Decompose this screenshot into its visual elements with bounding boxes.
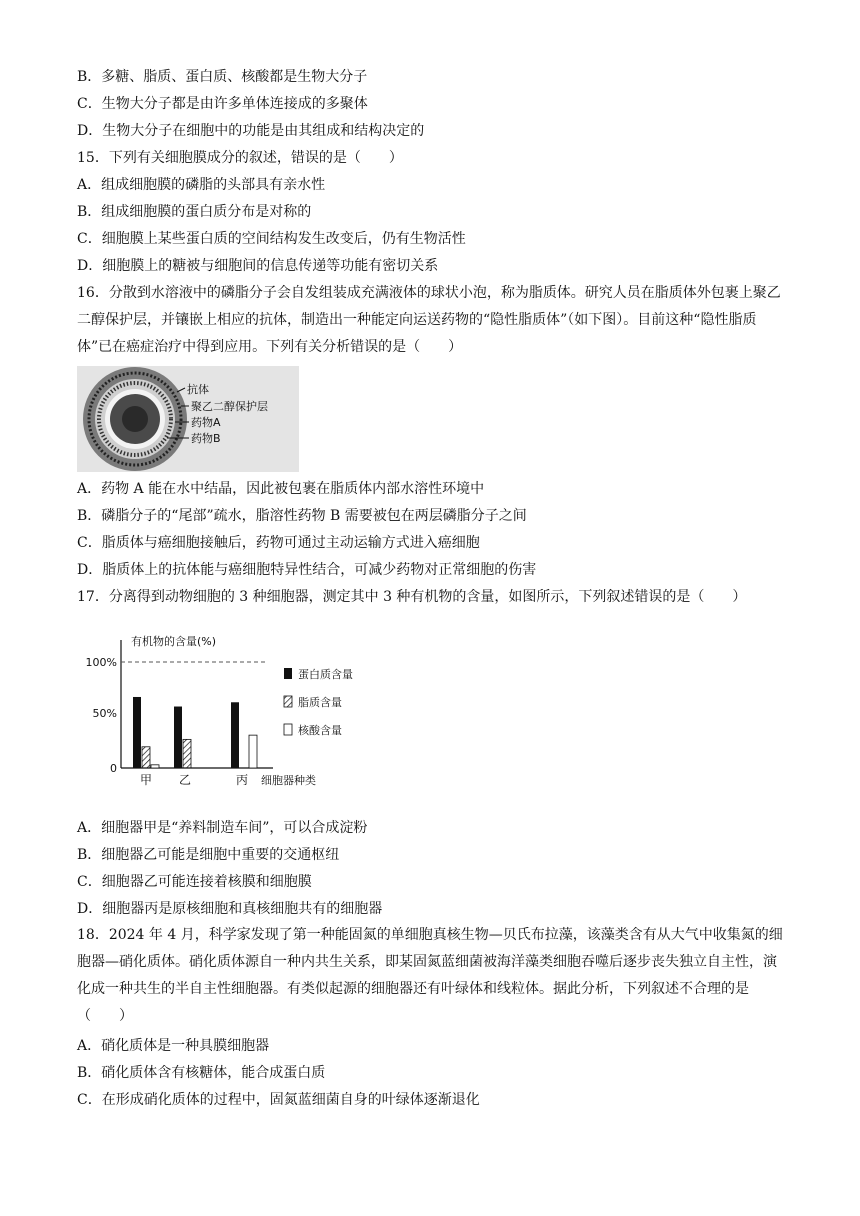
legend-label-lipid: 脂质含量 xyxy=(298,696,342,709)
q15-option-b: B．组成细胞膜的蛋白质分布是对称的 xyxy=(77,204,312,220)
bar-nucleic-acid-3 xyxy=(249,735,257,768)
q14-option-c: C．生物大分子都是由许多单体连接成的多聚体 xyxy=(77,96,368,112)
legend-swatch-nucleic-acid xyxy=(284,724,292,735)
bar-protein-3 xyxy=(231,702,239,768)
bar-lipid-2 xyxy=(183,739,191,768)
y-tick-100: 100% xyxy=(85,656,117,669)
organelle-bar-chart xyxy=(77,628,407,798)
organelle-chart xyxy=(77,628,407,798)
q15-stem: 15．下列有关细胞膜成分的叙述，错误的是（ ） xyxy=(77,150,403,166)
q16-stem: 16．分散到水溶液中的磷脂分子会自发组装成充满液体的球状小泡，称为脂质体。研究人员在脂质体外包裹上聚乙二醇保护层，并镶嵌上相应的抗体，制造出一种能定向运送药物的“隐性脂质体”（如下图）。目前这种“隐性脂质体”已在癌症治疗中得到应用。下列有关分析错误的是（ ） xyxy=(77,285,781,355)
q16-option-b: B．磷脂分子的“尾部”疏水，脂溶性药物 B 需要被包在两层磷脂分子之间 xyxy=(77,508,527,524)
x-axis-label: 细胞器种类 xyxy=(261,774,316,787)
x-category-jia: 甲 xyxy=(139,773,153,787)
q18-option-a: A．硝化质体是一种具膜细胞器 xyxy=(77,1038,270,1054)
q18-stem: 18．2024 年 4 月，科学家发现了第一种能固氮的单细胞真核生物—贝氏布拉藻，该藻类含有从大气中收集氮的细胞器—硝化质体。硝化质体源自一种内共生关系，即某固氮蓝细菌被海洋藻类细胞吞噬后逐步丧失独立自主性，演化成一种共生的半自主性细胞器。有类似起源的细胞器还有叶绿体和线粒体。据此分析，下列叙述不合理的是（ ） xyxy=(77,927,783,1024)
q16-option-a: A．药物 A 能在水中结晶，因此被包裹在脂质体内部水溶性环境中 xyxy=(77,481,485,497)
bar-protein-2 xyxy=(174,707,182,768)
q14-option-d: D．生物大分子在细胞中的功能是由其组成和结构决定的 xyxy=(77,123,425,139)
q15-option-a: A．组成细胞膜的磷脂的头部具有亲水性 xyxy=(77,177,326,193)
y-axis-label: 有机物的含量(%) xyxy=(131,635,217,648)
bar-protein-1 xyxy=(133,697,141,768)
q15-option-d: D．细胞膜上的糖被与细胞间的信息传递等功能有密切关系 xyxy=(77,258,439,274)
q18-option-b: B．硝化质体含有核糖体，能合成蛋白质 xyxy=(77,1065,326,1081)
q17-stem: 17．分离得到动物细胞的 3 种细胞器，测定其中 3 种有机物的含量，如图所示，下列叙述错误的是（ ） xyxy=(77,589,747,605)
q15-option-c: C．细胞膜上某些蛋白质的空间结构发生改变后，仍有生物活性 xyxy=(77,231,466,247)
x-category-yi: 乙 xyxy=(178,773,192,787)
q14-option-b: B．多糖、脂质、蛋白质、核酸都是生物大分子 xyxy=(77,69,368,85)
q16-option-d: D．脂质体上的抗体能与癌细胞特异性结合，可减少药物对正常细胞的伤害 xyxy=(77,562,537,578)
bar-nucleic-acid-1 xyxy=(151,765,159,768)
q17-option-d: D．细胞器丙是原核细胞和真核细胞共有的细胞器 xyxy=(77,901,383,917)
liposome-label-drug-a: 药物A xyxy=(191,416,221,429)
legend-swatch-lipid xyxy=(284,696,292,707)
y-tick-0: 0 xyxy=(110,762,117,775)
liposome-label-antibody: 抗体 xyxy=(187,383,209,396)
liposome-label-peg-layer: 聚乙二醇保护层 xyxy=(191,400,268,413)
y-tick-50: 50% xyxy=(92,707,117,720)
liposome-diagram xyxy=(77,366,299,472)
q18-option-c: C．在形成硝化质体的过程中，固氮蓝细菌自身的叶绿体逐渐退化 xyxy=(77,1092,480,1108)
legend-label-protein: 蛋白质含量 xyxy=(298,668,353,681)
x-category-bing: 丙 xyxy=(235,773,249,787)
liposome-figure xyxy=(77,366,299,472)
q17-option-a: A．细胞器甲是“养料制造车间”，可以合成淀粉 xyxy=(77,820,368,836)
bar-lipid-1 xyxy=(142,747,150,768)
liposome-label-drug-b: 药物B xyxy=(191,432,221,445)
legend-label-nucleic-acid: 核酸含量 xyxy=(298,724,342,737)
q16-option-c: C．脂质体与癌细胞接触后，药物可通过主动运输方式进入癌细胞 xyxy=(77,535,480,551)
q17-option-b: B．细胞器乙可能是细胞中重要的交通枢纽 xyxy=(77,847,340,863)
legend-swatch-protein xyxy=(284,668,292,679)
chart-bars xyxy=(133,697,257,768)
q17-option-c: C．细胞器乙可能连接着核膜和细胞膜 xyxy=(77,874,312,890)
